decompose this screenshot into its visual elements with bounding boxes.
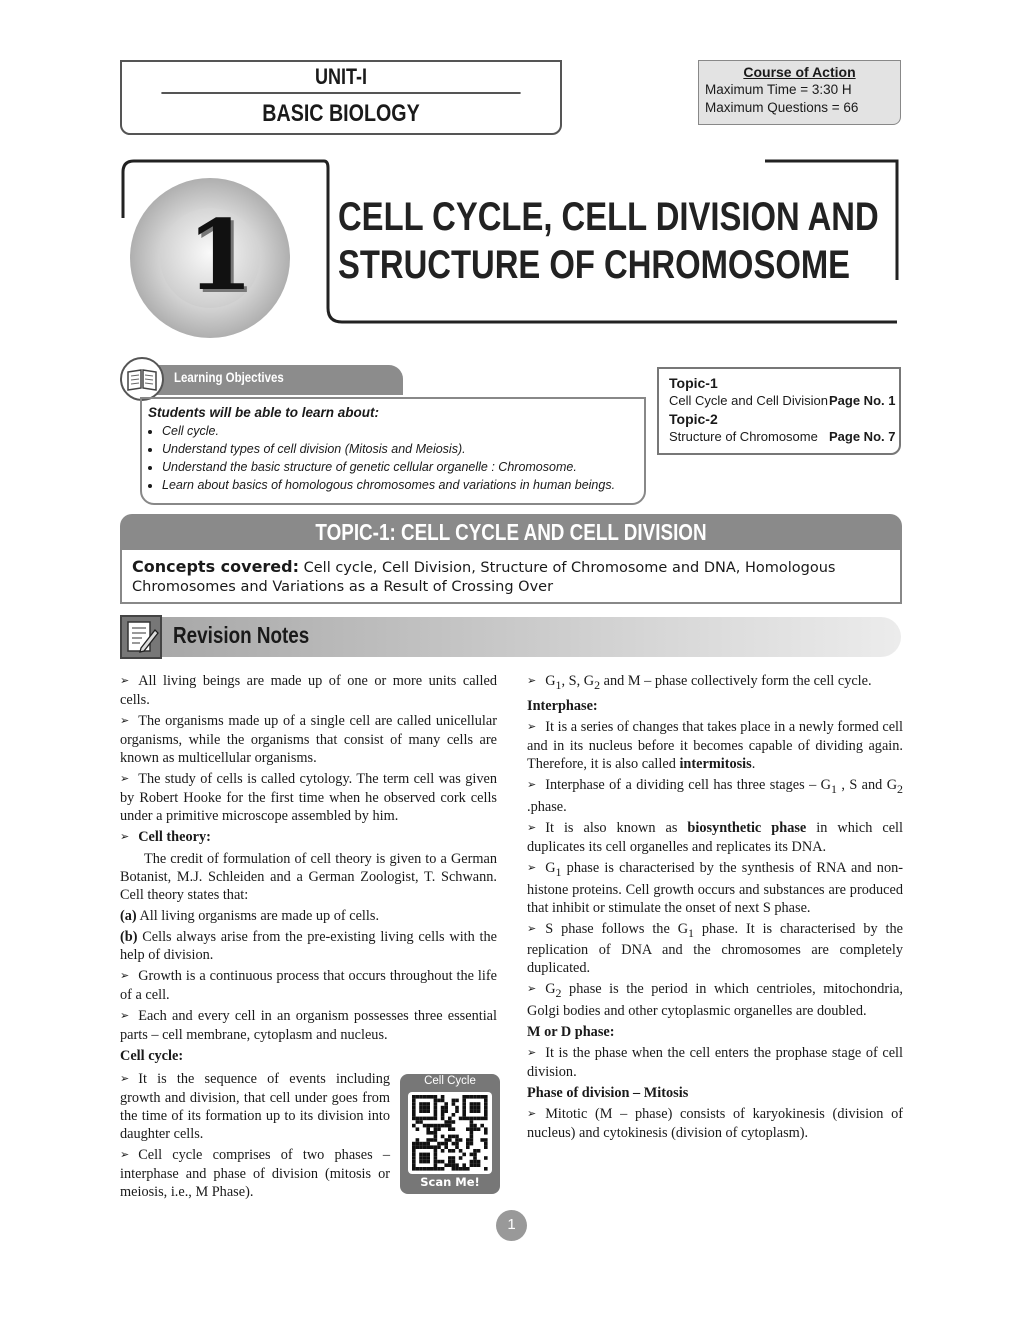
topic-banner-title: TOPIC-1: CELL CYCLE AND CELL DIVISION: [315, 519, 707, 545]
unit-header-box: [120, 60, 562, 135]
g1-phase-text: phase is characterised by the synthesis of RNA and non-histone proteins. Cell growth occurs and substances are produced that inhibit or stimulate the onset of next S phase.: [527, 859, 903, 916]
phases-text: phase collectively form the cell cycle.: [651, 673, 872, 689]
qr-scan-label: Scan Me!: [420, 1175, 480, 1189]
g2-phase-text: phase is the period in which centrioles, mitochondria, Golgi bodies and other cytoplasmic organelles are doubled.: [527, 981, 903, 1020]
interphase-heading: Interphase:: [527, 697, 598, 714]
learning-objectives-content: [148, 404, 615, 494]
learning-objectives-label: Learning Objectives: [174, 369, 284, 385]
cell-cycle-heading: Cell cycle:: [120, 1048, 184, 1064]
cell-theory-point-b: [120, 928, 497, 964]
note-paragraph: ➢ S phase follows the $G_1$ phase. It is characterised by the replication of DNA and the chromosomes are completely duplicated.: [527, 920, 903, 978]
s-phase-pre: S phase follows the G: [545, 920, 689, 937]
biosynthetic-term: biosynthetic phase: [687, 819, 807, 836]
mitosis-heading: Phase of division – Mitosis: [527, 1085, 689, 1102]
point-a-text: All living organisms are made up of cells.: [136, 908, 380, 924]
learning-objectives-list: [148, 422, 615, 494]
note-paragraph: ➢ It is the sequence of events including growth and division, that cell under goes from the time of its formation up to its division into daughter cells.: [120, 1070, 390, 1143]
course-of-action-box: [698, 60, 901, 125]
note-paragraph: ➢ It is a series of changes that takes place in a newly formed cell and in its nucleus before it becomes capable of dividing again. Therefore, it is also called intermitosis.: [527, 718, 903, 773]
concepts-covered-box: [120, 550, 902, 604]
topic-1-label: Topic-1: [669, 375, 718, 391]
note-paragraph: ➢ Interphase of a dividing cell has three stages – $G_1$ , S and $G_2$ .phase.: [527, 776, 903, 816]
note-paragraph: ➢ $G_1$, S, $G_2$ and M – phase collectively form the cell cycle.: [527, 672, 903, 694]
course-of-action-title: Course of Action: [743, 64, 856, 80]
chapter-title-line2: STRUCTURE OF CHROMOSOME: [338, 243, 851, 287]
objective-item: • Learn about basics of homologous chromosomes and variations in human beings.: [162, 476, 615, 494]
note-paragraph: ➢ Mitotic (M – phase) consists of karyokinesis (division of nucleus) and cytokinesis (division of cytoplasm).: [527, 1105, 903, 1142]
note-paragraph: [527, 819, 903, 856]
cell-theory-text: The credit of formulation of cell theory is given to a German Botanist, M.J. Schleiden and a German Zoologist, T. Schwann. Cell theory states that:: [120, 851, 497, 903]
note-paragraph: ➢ The organisms made up of a single cell are called unicellular organisms, while the organisms that consist of many cells are known as multicellular organisms.: [120, 712, 497, 767]
intermitosis-term: intermitosis: [679, 755, 752, 772]
topic-2-page: Page No. 7: [829, 429, 896, 444]
unit-number: UNIT-I: [161, 62, 520, 94]
concepts-text: Cell cycle, Cell Division, Structure of Chromosome and DNA, Homologous Chromosomes and Variations as a Result of Crossing Over: [132, 560, 836, 595]
note-paragraph: ➢ Growth is a continuous process that occurs throughout the life of a cell.: [120, 967, 497, 1004]
book-icon: [120, 357, 164, 401]
cell-cycle-notes: [120, 1070, 390, 1204]
note-paragraph: ➢ All living beings are made up of one or more units called cells.: [120, 672, 497, 709]
concepts-label: Concepts covered:: [132, 557, 300, 576]
learning-objectives-heading: Students will be able to learn about:: [148, 405, 380, 420]
revision-notes-title: Revision Notes: [173, 622, 310, 648]
chapter-title: [338, 193, 879, 289]
cell-theory-point-a: [120, 907, 497, 925]
m-phase-heading: M or D phase:: [527, 1024, 615, 1041]
s-phase-post: phase. It is characterised by the replication of DNA and the chromosomes are completely duplicated.: [527, 920, 904, 977]
note-paragraph: ➢ It is the phase when the cell enters the prophase stage of cell division.: [527, 1044, 903, 1081]
point-a-label: (a): [120, 908, 137, 924]
objective-item: • Cell cycle.: [162, 422, 615, 440]
point-b-text: Cells always arise from the pre-existing living cells with the help of division.: [120, 929, 497, 963]
topic-2-label: Topic-2: [669, 411, 718, 427]
max-questions: Maximum Questions = 66: [705, 100, 859, 115]
cell-theory-heading: ➢ Cell theory:: [120, 828, 497, 847]
notes-pencil-icon: [120, 615, 162, 659]
topic-2-name: Structure of Chromosome: [669, 429, 818, 444]
note-paragraph: ➢ $G_2$ phase is the period in which centrioles, mitochondria, Golgi bodies and other cytoplasmic organelles are doubled.: [527, 980, 903, 1020]
interphase-stages-text: Interphase of a dividing cell has three stages –: [545, 776, 817, 793]
note-paragraph: ➢ The study of cells is called cytology. The term cell was given by Robert Hooke for the first time when he observed cork cells under a primitive microscope assembled by him.: [120, 770, 497, 825]
qr-code-image[interactable]: [408, 1092, 492, 1174]
qr-code-icon: [408, 1092, 492, 1174]
right-column: [527, 672, 903, 1145]
qr-title: Cell Cycle: [424, 1075, 476, 1087]
left-column: [120, 672, 497, 1068]
objective-item: • Understand the basic structure of genetic cellular organelle : Chromosome.: [162, 458, 615, 476]
chapter-number: 1: [186, 199, 254, 312]
objective-item: • Understand types of cell division (Mitosis and Meiosis).: [162, 440, 615, 458]
topic-index-box: [657, 367, 901, 455]
unit-title: BASIC BIOLOGY: [262, 100, 420, 127]
note-paragraph: ➢ Cell cycle comprises of two phases – interphase and phase of division (mitosis or meiosis, i.e., M Phase).: [120, 1146, 390, 1201]
note-paragraph: ➢ Each and every cell in an organism possesses three essential parts – cell membrane, cytoplasm and nucleus.: [120, 1007, 497, 1044]
point-b-label: (b): [120, 929, 138, 945]
interphase-text: It is a series of changes that takes place in a newly formed cell and in its nucleus before it becomes capable of dividing again. Therefore, it is also called: [527, 718, 903, 772]
max-time: Maximum Time = 3:30 H: [705, 82, 852, 97]
note-paragraph: ➢ $G_1$ phase is characterised by the synthesis of RNA and non-histone proteins. Cell growth occurs and substances are produced that inhibit or stimulate the onset of next S phase.: [527, 859, 903, 917]
topic-1-name: Cell Cycle and Cell Division: [669, 393, 828, 408]
page-number: 1: [507, 1216, 516, 1233]
topic-1-page: Page No. 1: [829, 393, 896, 408]
biosynthetic-pre: It is also known as: [545, 819, 688, 836]
biosynthetic-post: in which cell duplicates its cell organelles and replicates its DNA.: [527, 819, 903, 855]
chapter-title-line1: CELL CYCLE, CELL DIVISION AND: [338, 195, 879, 239]
